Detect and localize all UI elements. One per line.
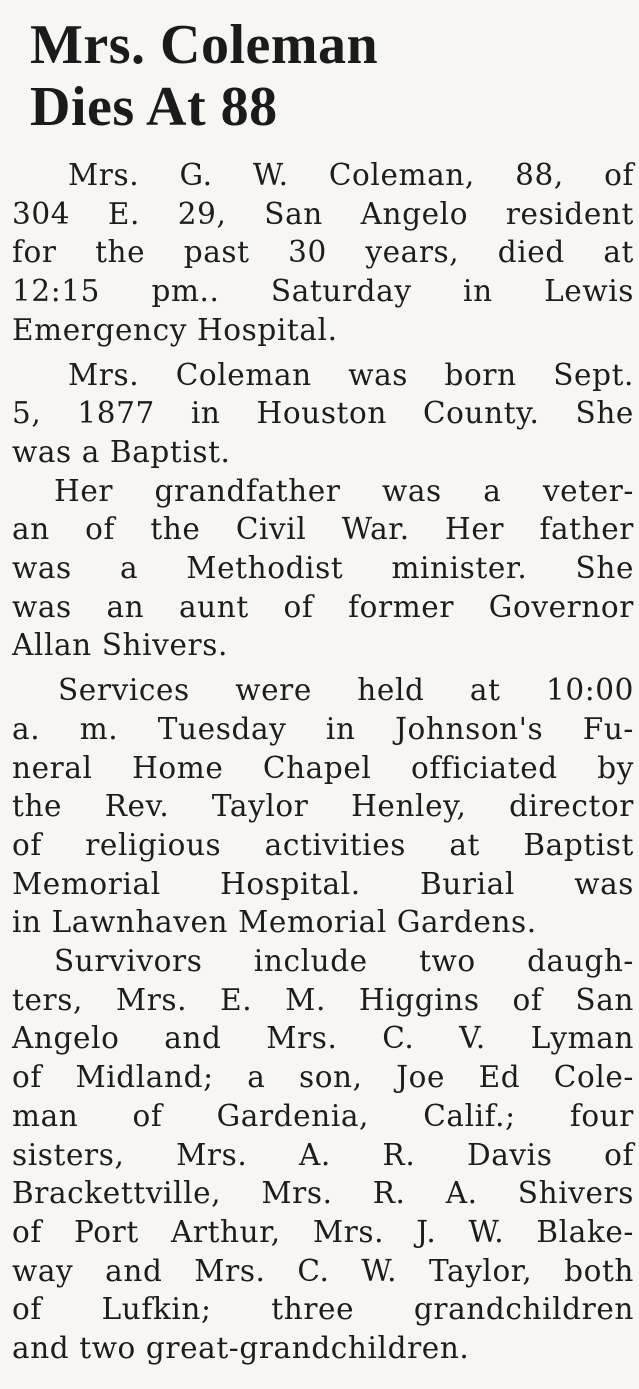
paragraph-birth [12, 356, 634, 472]
text-line: of Midland; a son, Joe Ed Cole- [12, 1060, 634, 1095]
text-line: neral Home Chapel officiated by [12, 750, 634, 785]
text-line: and two great-grandchildren. [12, 1331, 470, 1366]
text-line: 12:15 pm.. Saturday in Lewis [12, 274, 634, 309]
paragraph-services [12, 671, 634, 942]
text-line: for the past 30 years, died at [12, 235, 634, 270]
text-line: was an aunt of former Governor [12, 589, 634, 624]
text-line: of religious activities at Baptist [12, 827, 634, 862]
paragraph-survivors [12, 942, 634, 1368]
text-line: the Rev. Taylor Henley, director [12, 789, 634, 824]
text-line: Mrs. G. W. Coleman, 88, of [68, 158, 634, 192]
headline-line-2: Dies At 88 [30, 76, 278, 138]
article-body [12, 156, 634, 1368]
headline [30, 14, 378, 138]
text-line: was a Baptist. [12, 434, 231, 469]
text-line: sisters, Mrs. A. R. Davis of [12, 1137, 634, 1172]
headline-line-1: Mrs. Coleman [30, 14, 379, 76]
text-line: of Lufkin; three grandchildren [12, 1292, 634, 1327]
text-line: ters, Mrs. E. M. Higgins of San [12, 982, 634, 1017]
text-line: Survivors include two daugh- [54, 944, 634, 979]
text-line: in Lawnhaven Memorial Gardens. [12, 905, 537, 940]
text-line: Mrs. Coleman was born Sept. [68, 357, 634, 392]
text-line: way and Mrs. C. W. Taylor, both [12, 1253, 634, 1288]
text-line: Allan Shivers. [12, 628, 228, 663]
text-line: Angelo and Mrs. C. V. Lyman [12, 1021, 634, 1056]
paragraph-death-notice [12, 156, 634, 350]
text-line: Her grandfather was a veter- [54, 473, 634, 508]
paragraph-family-history [12, 472, 634, 666]
text-line: a. m. Tuesday in Johnson's Fu- [12, 711, 634, 746]
text-line: man of Gardenia, Calif.; four [12, 1098, 634, 1133]
text-line: 304 E. 29, San Angelo resident [12, 196, 634, 231]
text-line: was a Methodist minister. She [12, 551, 634, 586]
text-line: an of the Civil War. Her father [12, 512, 634, 547]
text-line: Services were held at 10:00 [58, 673, 634, 708]
text-line: of Port Arthur, Mrs. J. W. Blake- [12, 1214, 634, 1249]
text-line: Brackettville, Mrs. R. A. Shivers [12, 1176, 634, 1211]
text-line: 5, 1877 in Houston County. She [12, 396, 634, 431]
text-line: Memorial Hospital. Burial was [12, 866, 634, 901]
text-line: Emergency Hospital. [12, 312, 338, 347]
